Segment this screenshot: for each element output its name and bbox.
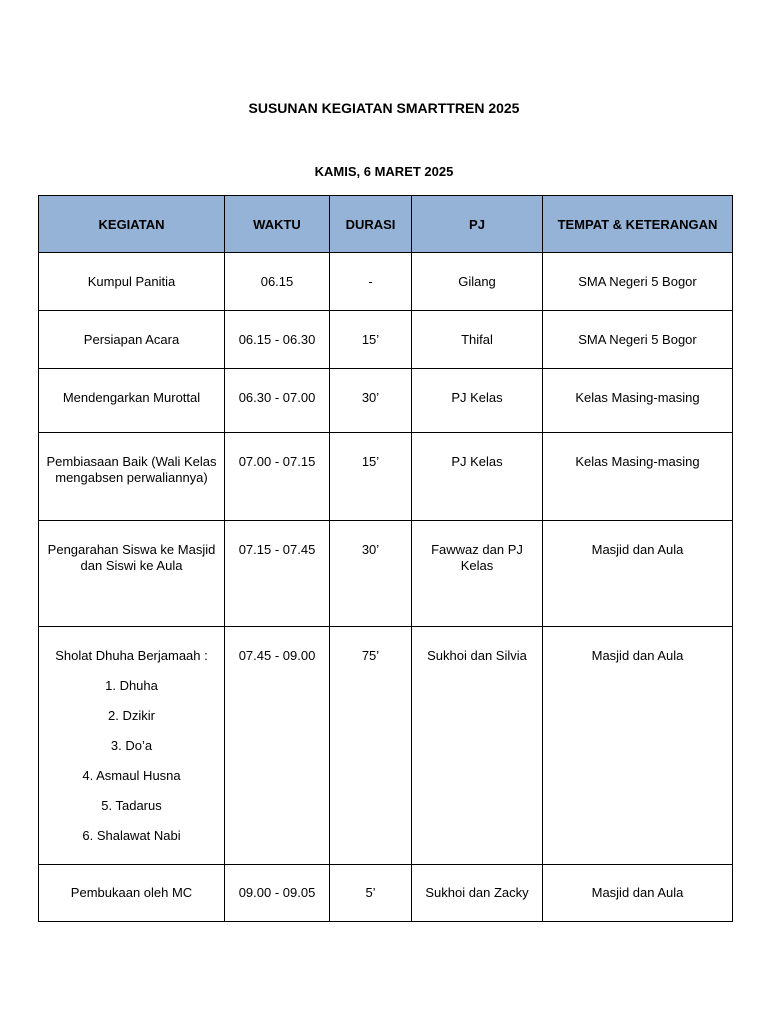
cell-kegiatan: Pembiasaan Baik (Wali Kelas mengabsen perwaliannya) [39,433,225,521]
header-tempat: TEMPAT & KETERANGAN [543,196,733,253]
cell-waktu: 07.00 - 07.15 [225,433,330,521]
cell-tempat: Kelas Masing-masing [543,433,733,521]
cell-durasi: 5’ [330,865,412,922]
dhuha-steps-list [45,678,218,844]
table-row [39,627,733,865]
cell-waktu: 09.00 - 09.05 [225,865,330,922]
cell-kegiatan [39,627,225,865]
cell-durasi: 15’ [330,433,412,521]
cell-durasi: 75’ [330,627,412,865]
cell-tempat: Kelas Masing-masing [543,369,733,433]
cell-pj: PJ Kelas [412,369,543,433]
cell-tempat: SMA Negeri 5 Bogor [543,253,733,311]
list-item: 2. Dzikir [108,708,155,723]
cell-kegiatan: Kumpul Panitia [39,253,225,311]
document-date: KAMIS, 6 MARET 2025 [314,164,454,179]
table-row [39,369,733,433]
cell-kegiatan: Pengarahan Siswa ke Masjid dan Siswi ke Aula [39,521,225,627]
header-waktu: WAKTU [225,196,330,253]
cell-durasi: - [330,253,412,311]
cell-pj: Thifal [412,311,543,369]
header-kegiatan: KEGIATAN [39,196,225,253]
cell-tempat: Masjid dan Aula [543,865,733,922]
cell-waktu: 07.45 - 09.00 [225,627,330,865]
list-item: 4. Asmaul Husna [82,768,181,783]
list-item: 1. Dhuha [105,678,158,693]
cell-waktu: 06.15 [225,253,330,311]
list-item: 3. Do’a [110,738,153,753]
cell-kegiatan: Mendengarkan Murottal [39,369,225,433]
cell-tempat: Masjid dan Aula [543,627,733,865]
cell-durasi: 30’ [330,369,412,433]
cell-kegiatan: Pembukaan oleh MC [39,865,225,922]
cell-waktu: 06.30 - 07.00 [225,369,330,433]
schedule-table [38,195,733,922]
cell-pj: Fawwaz dan PJ Kelas [412,521,543,627]
cell-tempat: Masjid dan Aula [543,521,733,627]
header-durasi: DURASI [330,196,412,253]
list-item: 6. Shalawat Nabi [82,828,181,843]
cell-pj: Sukhoi dan Silvia [412,627,543,865]
table-row [39,433,733,521]
cell-pj: Gilang [412,253,543,311]
dhuha-list-title: Sholat Dhuha Berjamaah : [55,648,208,663]
list-item: 5. Tadarus [101,798,162,813]
cell-pj: PJ Kelas [412,433,543,521]
table-header-row [39,196,733,253]
table-row [39,865,733,922]
cell-tempat: SMA Negeri 5 Bogor [543,311,733,369]
table-row [39,521,733,627]
cell-waktu: 06.15 - 06.30 [225,311,330,369]
table-row [39,253,733,311]
cell-durasi: 30’ [330,521,412,627]
cell-pj: Sukhoi dan Zacky [412,865,543,922]
table-row [39,311,733,369]
document-title: SUSUNAN KEGIATAN SMARTTREN 2025 [248,100,520,116]
cell-kegiatan: Persiapan Acara [39,311,225,369]
header-pj: PJ [412,196,543,253]
cell-waktu: 07.15 - 07.45 [225,521,330,627]
cell-durasi: 15’ [330,311,412,369]
